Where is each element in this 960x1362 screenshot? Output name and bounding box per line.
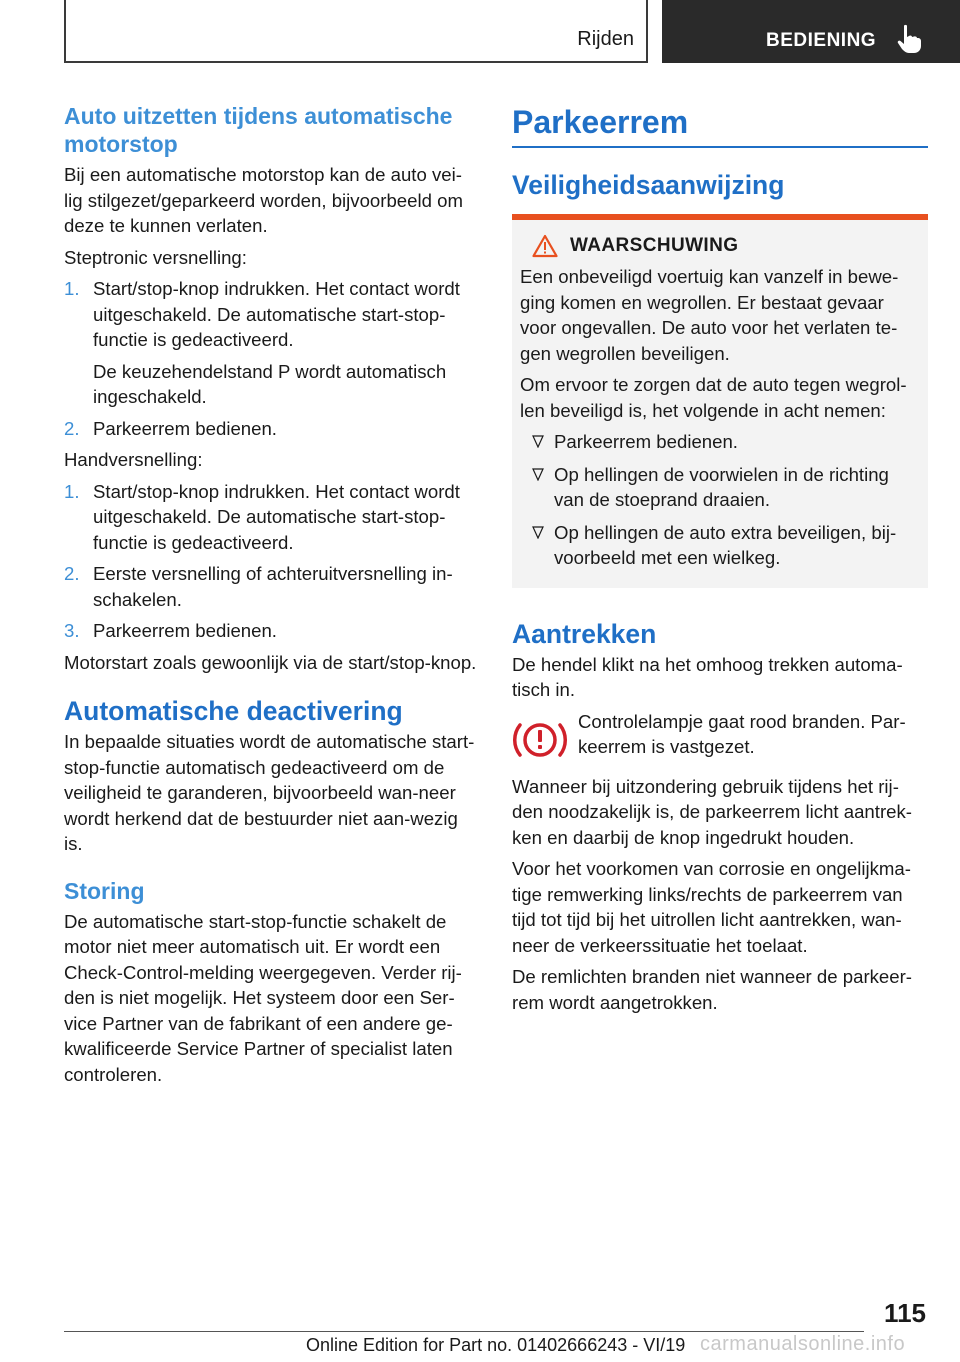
list-item	[64, 276, 480, 410]
steptronic-steps	[64, 276, 480, 441]
bullet-text: Op hellingen de auto extra beveiligen, bij-voorbeeld met een wielkeg.	[554, 521, 897, 568]
paragraph-brakelights: De remlichten branden niet wanneer de parkeer-rem wordt aangetrokken.	[512, 966, 912, 1013]
bullet-text: Op hellingen de voorwielen in de richting van de stoeprand draaien.	[554, 463, 889, 510]
list-item	[64, 561, 480, 612]
paragraph-auto-off: Bij een automatische motorstop kan de auto vei-lig stilgezet/geparkeerd worden, bijvoorbeeld om deze te kunnen verlaten.	[64, 164, 463, 236]
step-text: Eerste versnelling of achteruitversnelling in-schakelen.	[93, 563, 453, 610]
paragraph-emergency: Wanneer bij uitzondering gebruik tijdens het rij-den noodzakelijk is, de parkeerrem licht aantrek-ken en daarbij de knop ingedrukt houden.	[512, 775, 912, 848]
bullet-triangle-icon	[532, 435, 544, 448]
list-item	[520, 429, 920, 455]
step-text: Parkeerrem bedienen.	[93, 417, 277, 439]
warning-box	[512, 214, 928, 588]
paragraph-deactivation: In bepaalde situaties wordt de automatische start-stop-functie automatisch gedeactiveerd om de veiligheid te garanderen, bijvoorbeeld wan-neer wordt herkend dat de bestuurder niet aan-wezig is.	[64, 731, 475, 854]
manual-steps	[64, 479, 480, 644]
label-manual: Handversnelling:	[64, 449, 203, 470]
heading-storing: Storing	[64, 877, 145, 904]
heading-auto-off: Auto uitzetten tijdens automatische motorstop	[64, 103, 453, 157]
step-number: 2.	[64, 417, 80, 439]
step-number: 1.	[64, 278, 80, 299]
warning-triangle-icon	[532, 234, 558, 258]
header-chapter-tab	[662, 0, 960, 63]
warning-title: WAARSCHUWING	[570, 235, 739, 256]
warning-paragraph-2: Om ervoor te zorgen dat de auto tegen wegrol-len beveiligd is, het volgende in acht nemen:	[520, 374, 907, 421]
paragraph-apply: De hendel klikt na het omhoog trekken automa-tisch in.	[512, 653, 903, 700]
warning-paragraph-1: Een onbeveiligd voertuig kan vanzelf in bewe-ging komen en wegrollen. Er bestaat gevaar voor ongevallen. De auto voor het verlaten te-gen wegrollen beveiligen.	[520, 266, 899, 364]
warning-header	[520, 234, 920, 258]
list-item	[64, 479, 480, 556]
right-column	[512, 102, 928, 1021]
list-item	[520, 462, 920, 513]
footer-watermark: carmanualsonline.info	[700, 1333, 906, 1355]
bullet-text: Parkeerrem bedienen.	[554, 431, 738, 452]
paragraph-motorstart: Motorstart zoals gewoonlijk via de start/stop-knop.	[64, 651, 477, 673]
paragraph-corrosion: Voor het voorkomen van corrosie en ongelijkma-tige remwerking links/rechts de parkeerrem van tijd tot tijd bij het uitrollen licht aantrekken, wan-neer de verkeerssituatie het toelaat.	[512, 858, 911, 956]
brake-warning-lamp-icon	[512, 717, 568, 763]
left-column	[64, 102, 480, 1093]
step-text: Parkeerrem bedienen.	[93, 620, 277, 641]
heading-deactivation: Automatische deactivering	[64, 696, 403, 726]
heading-parkeerrem: Parkeerrem	[512, 102, 928, 148]
list-item	[64, 416, 480, 442]
header-section-label: Rijden	[577, 28, 634, 50]
step-number: 3.	[64, 620, 80, 641]
header-section-box	[64, 0, 648, 63]
bullet-triangle-icon	[532, 526, 544, 539]
lamp-text: Controlelampje gaat rood branden. Par-keerrem is vastgezet.	[578, 710, 906, 757]
step-text: Start/stop-knop indrukken. Het contact wordt uitgeschakeld. De automatische start-stop-functie is gedeactiveerd.	[93, 480, 460, 553]
list-item	[520, 520, 920, 571]
heading-apply: Aantrekken	[512, 618, 657, 649]
label-steptronic: Steptronic versnelling:	[64, 246, 247, 268]
footer-edition: Online Edition for Part no. 01402666243 - VI/19	[306, 1335, 686, 1355]
pointing-hand-icon	[896, 24, 922, 54]
list-item	[64, 618, 480, 644]
warning-bullets	[520, 429, 920, 571]
step-number: 2.	[64, 563, 80, 584]
heading-safety: Veiligheidsaanwijzing	[512, 170, 785, 200]
step-text: Start/stop-knop indrukken. Het contact wordt uitgeschakeld. De automatische start-stop-functie is gedeactiveerd.	[93, 278, 460, 350]
paragraph-storing: De automatische start-stop-functie schakelt de motor niet meer automatisch uit. Er wordt een Check-Control-melding weergegeven. Verder rij-den is niet mogelijk. Het systeem door een Ser-vice Partner van de fabrikant of een andere ge-kwalificeerde Service Partner of specialist laten controleren.	[64, 910, 462, 1085]
step-number: 1.	[64, 480, 80, 502]
page-number: 115	[884, 1298, 926, 1328]
footer-divider	[64, 1331, 864, 1332]
header-chapter-label: BEDIENING	[766, 30, 877, 51]
step-subtext: De keuzehendelstand P wordt automatisch ingeschakeld.	[93, 360, 447, 407]
bullet-triangle-icon	[532, 468, 544, 481]
lamp-row	[512, 709, 928, 766]
